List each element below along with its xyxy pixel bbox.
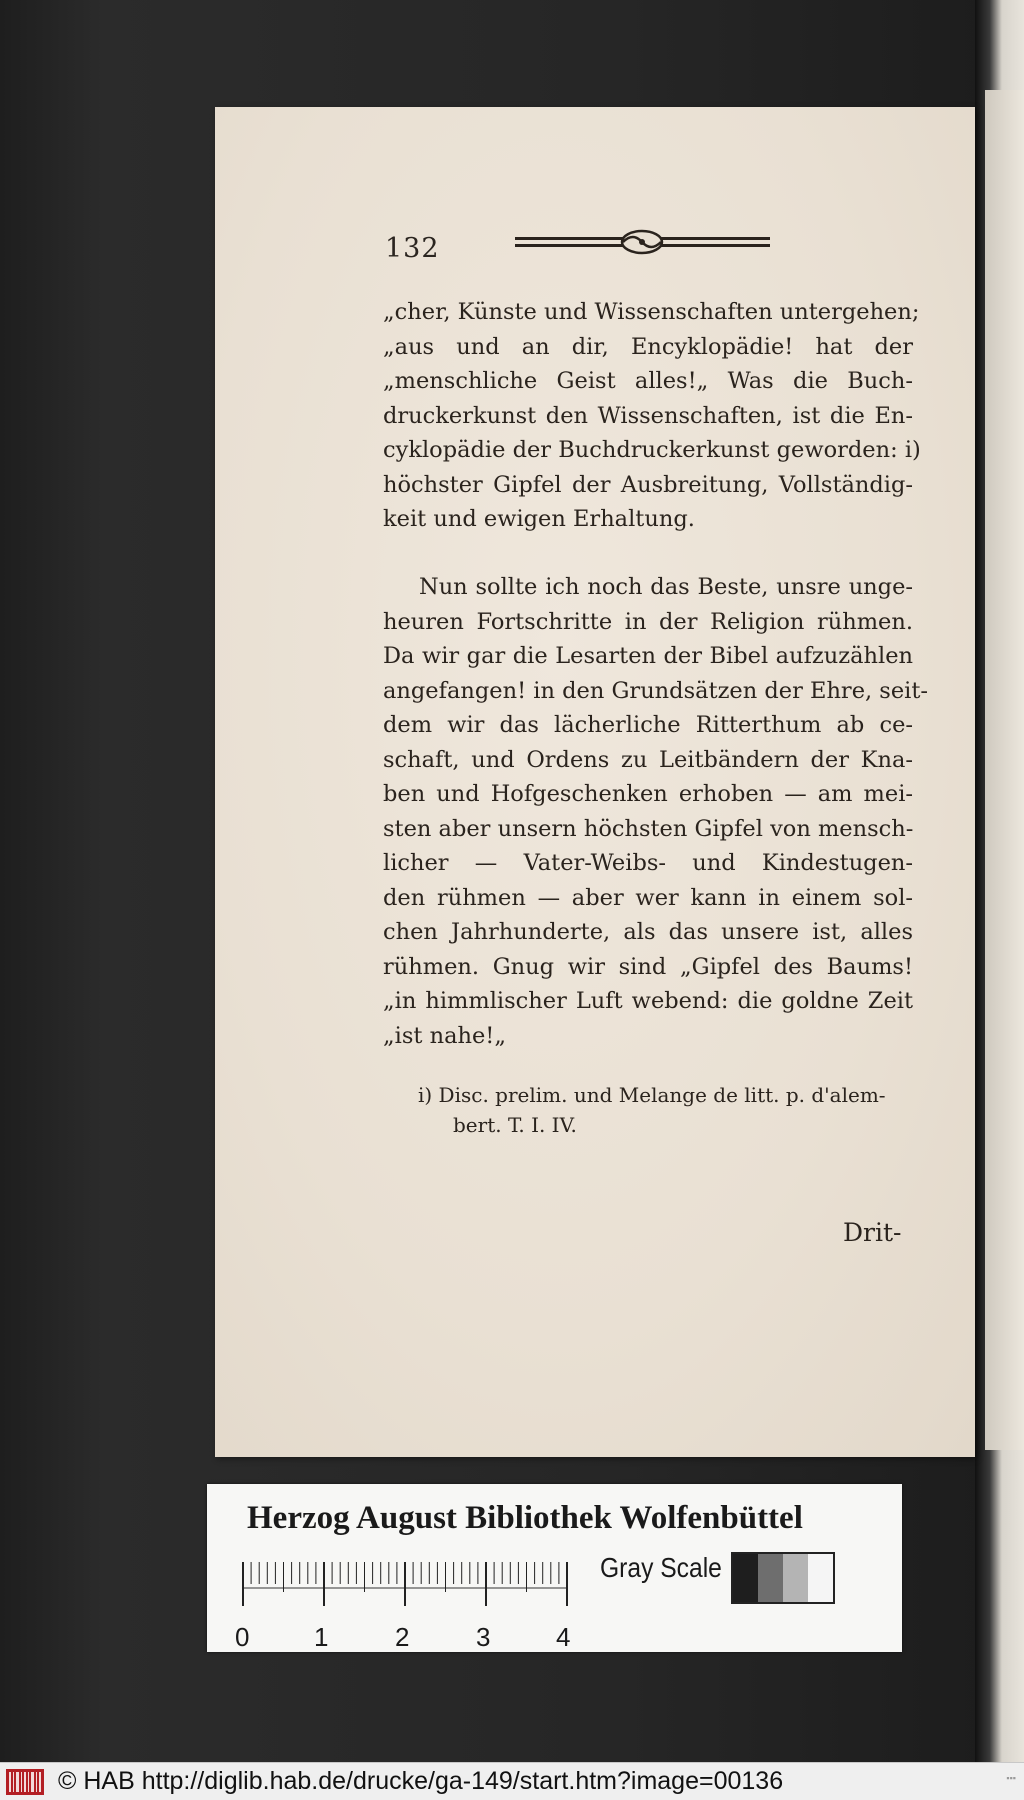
ruler-labels [235,1622,570,1652]
library-name: Herzog August Bibliothek Wolfenbüttel [247,1500,803,1536]
catchword: Drit- [843,1218,902,1247]
grayscale-swatch [733,1554,758,1602]
grayscale-swatch [808,1554,833,1602]
text-line: cyklopädie der Buchdruckerkunst geworden: i) [383,437,921,463]
text-line: druckerkunst den Wissenschaften, ist die En- [383,402,913,429]
text-line: den rühmen — aber wer kann in einem sol- [383,884,913,911]
ruler-label: 4 [556,1622,571,1652]
text-line: angefangen! in den Grundsätzen der Ehre, seit- [383,677,929,704]
footnote-line: i) Disc. prelim. und Melange de litt. p. d'alem- [418,1083,886,1107]
text-line: rühmen. Gnug wir sind „Gipfel des Baums! [383,953,913,980]
ruler-label: 3 [476,1622,491,1652]
text-line: dem wir das lächerliche Ritterthum ab ce- [383,712,913,738]
text-line: „aus und an dir, Encyklopädie! hat der [383,333,913,360]
grayscale-swatch [758,1554,783,1602]
page-number: 132 [385,233,440,264]
text-line: „menschliche Geist alles!„ Was die Buch- [383,368,913,394]
grayscale-swatch [783,1554,808,1602]
ruler-label: 0 [235,1622,250,1652]
footer-bar [0,1762,1024,1800]
adjacent-page-strip [985,90,1024,1450]
hab-barcode-logo-icon [6,1769,44,1795]
header-ornament-icon [515,228,770,258]
scale-reference-card [207,1484,902,1652]
footnote [418,1080,916,1140]
text-line: „ist nahe!„ [383,1022,507,1049]
text-line: „in himmlischer Luft webend: die goldne Zeit [383,988,913,1014]
footnote-line: bert. T. I. IV. [453,1113,577,1137]
paragraph-2 [383,570,929,1053]
text-line: „cher, Künste und Wissenschaften untergehen; [383,299,920,325]
grayscale-swatch-strip [731,1552,835,1604]
ruler-label: 2 [395,1622,410,1652]
credit-url-text: © HAB http://diglib.hab.de/drucke/ga-149/start.htm?image=00136 [58,1767,784,1795]
text-line: Da wir gar die Lesarten der Bibel aufzuzählen [383,643,913,669]
grayscale-label: Gray Scale [600,1552,722,1583]
footer-mark-icon: ▪▪▪ [1006,1773,1016,1783]
text-line: licher — Vater-Weibs- und Kindestugen- [383,850,913,876]
text-line: heuren Fortschritte in der Religion rühmen. [383,608,913,635]
text-line: schaft, und Ordens zu Leitbändern der Kna- [383,746,913,773]
text-line: ben und Hofgeschenken erhoben — am mei- [383,781,913,807]
text-line: sten aber unsern höchsten Gipfel von mensch- [383,815,914,842]
ruler-ticks [243,1562,567,1606]
centimeter-ruler [235,1558,571,1652]
text-line: Nun sollte ich noch das Beste, unsre unge- [419,574,913,600]
paragraph-1 [383,295,921,537]
ruler-label: 1 [314,1622,329,1652]
text-line: chen Jahrhunderte, als das unsere ist, alles [383,919,913,945]
text-line: höchster Gipfel der Ausbreitung, Vollständig- [383,471,913,498]
text-line: keit und ewigen Erhaltung. [383,506,695,532]
